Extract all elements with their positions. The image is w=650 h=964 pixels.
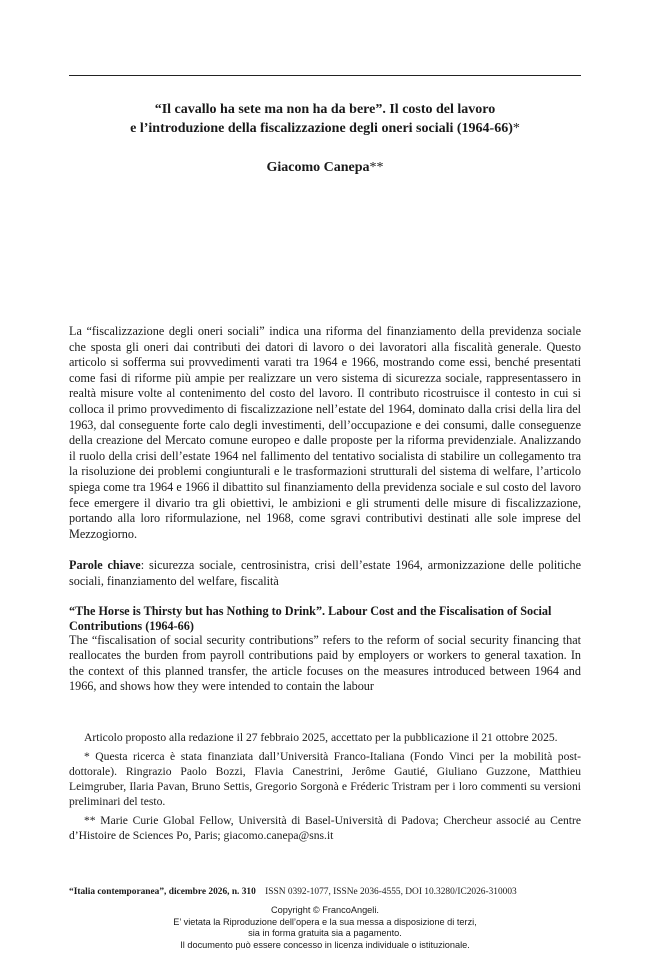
copyright-notice [0,905,650,951]
header-rule [69,75,581,76]
footnote-funding: * Questa ricerca è stata finanziata dall’Università Franco-Italiana (Fondo Vinci per la mobilità post-dottorale). Ringrazio Paolo Bozzi, Flavia Canestrini, Jerôme Gautié, Giuliano Guzzone, Matthieu Leimgruber, Ilaria Pavan, Bruno Settis, Gregorio Sorgonà e Fréderic Tristram per i loro commenti su versioni preliminari del testo. [69,750,581,808]
author-line [60,160,590,176]
english-title: “The Horse is Thirsty but has Nothing to Drink”. Labour Cost and the Fiscalisation of Social Contributions (1964-66) [69,604,552,633]
title-footnote-marker: * [512,121,520,136]
copyright-line-4: Il documento può essere concesso in licenza individuale o istituzionale. [180,939,470,950]
journal-info [69,887,581,897]
article-title-line-1: “Il cavallo ha sete ma non ha da bere”. Il costo del lavoro [154,102,496,117]
abstract-italian: La “fiscalizzazione degli oneri sociali” indica una riforma del finanziamento della previdenza sociale che sposta gli oneri dai contributi dei datori di lavoro o dei lavoratori alla fiscalità generale. Questo articolo si sofferma sui provvedimenti varati tra 1964 e 1966, mostrando come essi, benché presentati come fasi di riforme più ampie per realizzare un vero sistema di sicurezza sociale, rappresentassero in realtà misure volte al contenimento del costo del lavoro. Il contributo ricostruisce il contesto in cui si colloca il primo provvedimento di fiscalizzazione nell’estate del 1964, dominato dalla crisi della lira del 1963, dal conseguente forte calo degli investimenti, dell’occupazione e dei consumi, dalle conseguenze della creazione del Mercato comune europeo e dalle proposte per la riforma previdenziale. Analizzando il ruolo della crisi dell’estate 1964 nel fallimento del tentativo socialista di stabilire un collegamento tra la risoluzione dei problemi congiunturali e le trasformazioni strutturali del sistema di welfare, l’articolo spiega come tra 1964 e 1966 il dibattito sul finanziamento della previdenza sociale e sul costo del lavoro fece emergere il divario tra gli obiettivi, le ambizioni e gli strumenti delle misure di fiscalizzazione, portando alla loro riformulazione, nel 1968, come sgravi contributivi destinati alle sole imprese del Mezzogiorno. [69,324,581,541]
article-title-line-2-text: e l’introduzione della fiscalizzazione degli oneri sociali (1964-66) [130,121,513,136]
footnotes [69,730,581,847]
author-name: Giacomo Canepa [266,160,370,175]
keywords-text: : sicurezza sociale, centrosinistra, crisi dell’estate 1964, armonizzazione delle politiche sociali, finanziamento del welfare, fiscalità [69,558,581,588]
journal-name: “Italia contemporanea”, dicembre 2026, n. 310 [69,887,256,897]
copyright-line-3: sia in forma gratuita sia a pagamento. [248,928,402,939]
footnote-submission: Articolo proposto alla redazione il 27 febbraio 2025, accettato per la pubblicazione il 21 ottobre 2025. [84,731,558,744]
copyright-line-1: Copyright © FrancoAngeli. [271,905,379,915]
journal-identifiers: ISSN 0392-1077, ISSNe 2036-4555, DOI 10.3280/IC2026-310003 [265,887,517,897]
footnote-affiliation: ** Marie Curie Global Fellow, Università di Basel-Università di Padova; Chercheur associé au Centre d’Histoire de Sciences Po, Paris; giacomo.canepa@sns.it [69,814,581,842]
author-footnote-marker: ** [369,160,384,175]
keywords-label: Parole chiave [69,558,141,572]
abstract-english: The “fiscalisation of social security contributions” refers to the reform of social security financing that reallocates the burden from payroll contributions paid by employers or workers to general taxation. In the context of this planned transfer, the article focuses on the measures introduced between 1964 and 1966, and shows how they were intended to contain the labour [69,633,581,694]
keywords [69,558,581,589]
article-title-line-2 [60,119,590,138]
article-title [60,100,590,138]
copyright-line-2: E’ vietata la Riproduzione dell’opera e la sua messa a disposizione di terzi, [173,916,477,927]
